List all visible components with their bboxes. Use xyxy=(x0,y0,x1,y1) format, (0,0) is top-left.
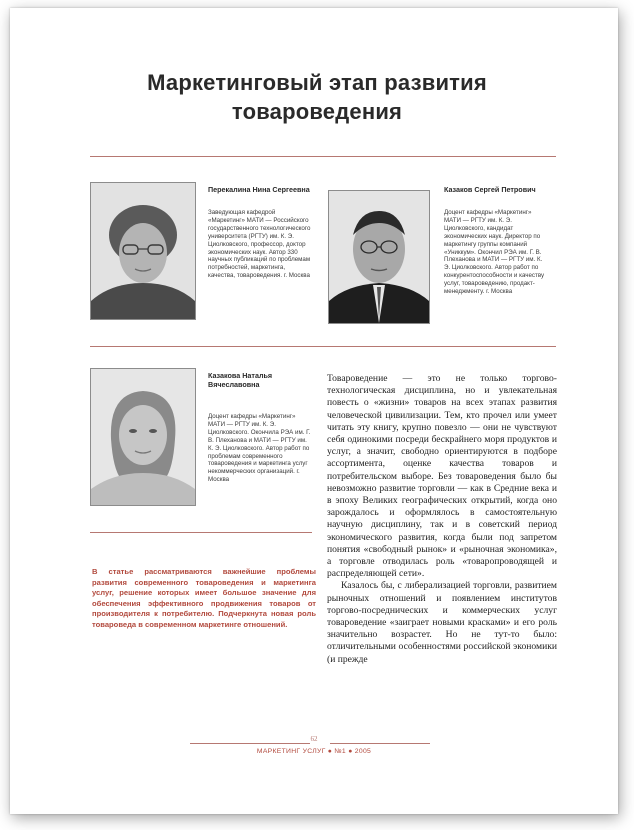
author-name-kazakova: Казакова Наталья Вячеславовна xyxy=(208,371,273,389)
author-bio-kazakova: Доцент кафедры «Маркетинг» МАТИ — РГТУ им. К. Э. Циолковского. Окончила РЭА им. Г. В. Плеханова и МАТИ — РГТУ им. К. Э. Циолковского. Автор работ по проблемам современного товароведения и маркетинга услуг некоммерческих организаций. г. Москва xyxy=(208,413,311,484)
author-photo-perekalina xyxy=(90,182,196,320)
author-name-perekalina: Перекалина Нина Сергеевна xyxy=(208,185,310,194)
article-body xyxy=(327,373,557,666)
article-title: Маркетинговый этап развития товароведения xyxy=(147,70,487,124)
author-bio-kazakov: Доцент кафедры «Маркетинг» МАТИ — РГТУ им. К. Э. Циолковского, кандидат экономических наук. Директор по маркетингу группы компаний «Униккум». Окончил РЭА им. Г. В. Плеханова и МАТИ — РГТУ им. К. Э. Циолковского. Автор работ по конкурентоспособности и качеству услуг, товароведению, продакт-менеджменту. г. Москва xyxy=(444,209,545,296)
article-abstract: В статье рассматриваются важнейшие проблемы развития современного товароведения и маркетинга услуг, решение которых имеет большое значение для обеспечения эффективного продвижения товаров от производителя к потребителю. Подчеркнута новая роль товароведа в современном маркетинге отношений. xyxy=(92,567,316,629)
section-divider xyxy=(90,346,556,347)
footer-rule-right xyxy=(330,743,430,744)
body-paragraph: Казалось бы, с либерализацией торговли, развитием рыночных отношений и появлением институтов торгово-посреднических и коммерческих услуг товароведение «заиграет новыми красками» и его роль значительно возрастет. Но не тут-то было: отличительными особенностями российской экономики (и прежде xyxy=(327,580,557,665)
author-name-kazakov: Казаков Сергей Петрович xyxy=(444,185,536,194)
author-photo-kazakova xyxy=(90,368,196,506)
footer-rule-left xyxy=(190,743,310,744)
body-paragraph: Товароведение — это не только торгово-технологическая дисциплина, но и увлекательная повесть о «жизни» товаров на всех этапах развития человеческой цивилизации. Тем, кто прочел или умеет читать эту книгу, крупно повезло — они не чувствуют себя одинокими посреди бескрайнего моря продуктов и услуг, а значит, свободно ориентируются в подборе ассортимента, оценке качества товаров и потребительском выборе. Без товароведения было бы невозможно развитие торговли — как в Средние века и в эпоху Великих географических открытий, когда оно зарождалось и оформлялось в самостоятельную научную дисциплину, так и в советский период экономического развития, когда были под запретом понятия «свободный рынок» и «рыночная экономика», а торговле отводилась роль «товаропроводящей и распределяющей сети». xyxy=(327,373,557,580)
journal-page xyxy=(10,8,618,814)
abstract-divider xyxy=(90,532,312,533)
author-bio-perekalina: Заведующая кафедрой «Маркетинг» МАТИ — Российского государственного технологического университета (РГТУ) им. К. Э. Циолковского, профессор, доктор экономических наук. Автор 330 научных публикаций по проблемам потребностей, маркетинга, качества, товароведения. г. Москва xyxy=(208,209,311,280)
author-photo-kazakov xyxy=(328,190,430,324)
journal-footer: МАРКЕТИНГ УСЛУГ ● №1 ● 2005 xyxy=(256,748,372,755)
page-number: 62 xyxy=(310,735,318,743)
title-divider xyxy=(90,156,556,157)
